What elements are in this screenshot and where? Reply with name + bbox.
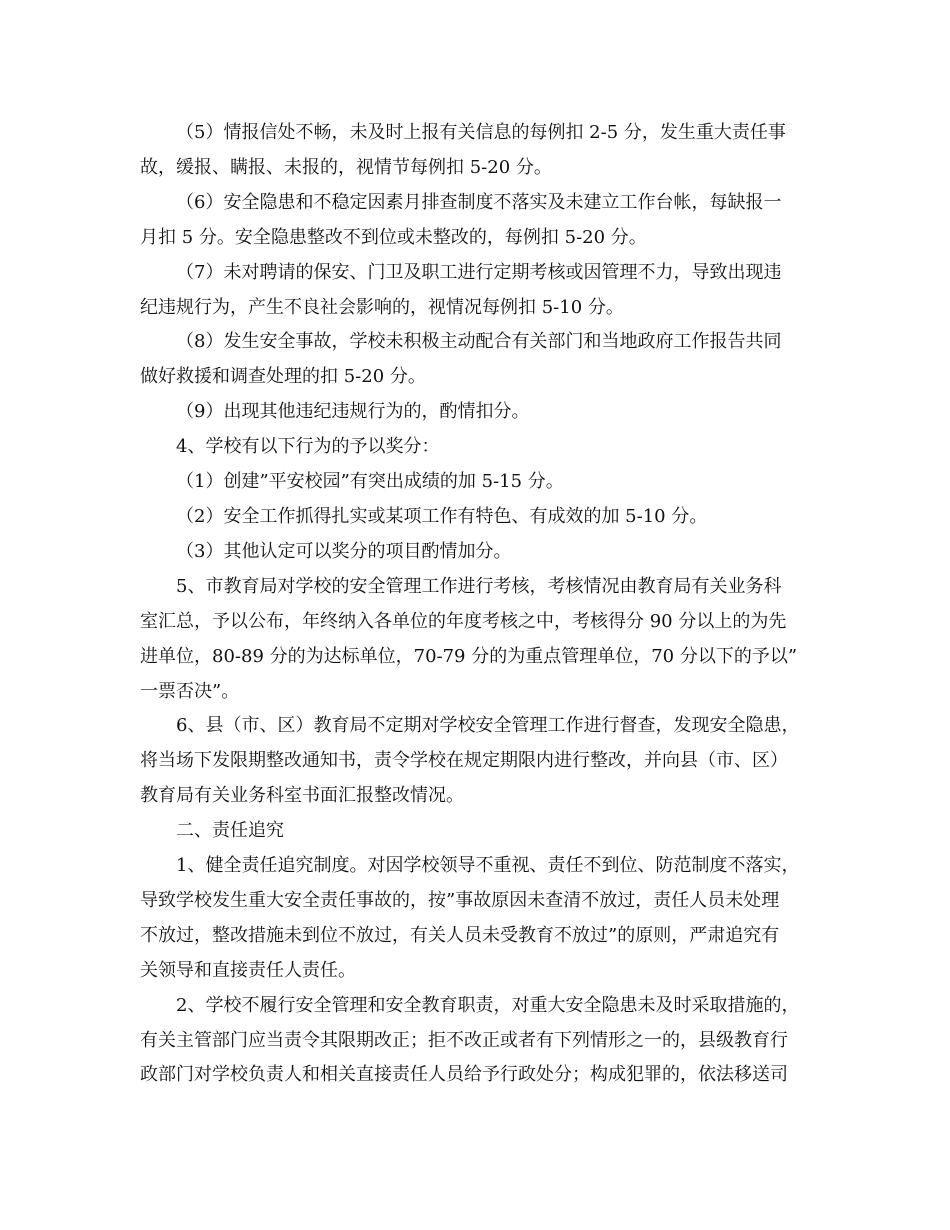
text-line: 导致学校发生重大安全责任事故的，按”事故原因未查清不放过，责任人员未处理 [140,889,780,911]
text-line: 室汇总，予以公布，年终纳入各单位的年度考核之中，考核得分 90 分以上的为先 [140,610,787,632]
text-line: 6、县（市、区）教育局不定期对学校安全管理工作进行督查，发现安全隐患， [176,715,800,737]
text-line: 月扣 5 分。安全隐患整改不到位或未整改的，每例扣 5-20 分。 [140,226,647,248]
text-line: （7）未对聘请的保安、门卫及职工进行定期考核或因管理不力，导致出现违 [176,261,782,283]
text-line: 将当场下发限期整改通知书，责令学校在规定期限内进行整改，并向县（市、区） [140,750,788,772]
section-heading: 二、责任追究 [176,820,284,842]
document-body [140,116,820,1093]
text-line: （5）情报信处不畅，未及时上报有关信息的每例扣 2-5 分，发生重大责任事 [176,122,786,143]
text-line: 做好救援和调查处理的扣 5-20 分。 [140,366,426,388]
text-line: 纪违规行为，产生不良社会影响的，视情况每例扣 5-10 分。 [140,296,624,318]
text-line: 关领导和直接责任人责任。 [140,959,356,981]
text-line: 故，缓报、瞒报、未报的，视情节每例扣 5-20 分。 [140,156,552,178]
text-line: 政部门对学校负责人和相关直接责任人员给予行政处分；构成犯罪的，依法移送司 [140,1064,788,1086]
text-line: 一票否决”。 [140,680,240,702]
text-line: （2）安全工作抓得扎实或某项工作有特色、有成效的加 5-10 分。 [176,505,708,527]
text-line: （6）安全隐患和不稳定因素月排查制度不落实及未建立工作台帐，每缺报一 [176,191,782,213]
text-line: 2、学校不履行安全管理和安全教育职责，对重大安全隐患未及时采取措施的， [176,994,800,1016]
text-line: （3）其他认定可以奖分的项目酌情加分。 [176,540,512,562]
text-line: 不放过，整改措施未到位不放过，有关人员未受教育不放过”的原则，严肃追究有 [140,924,780,946]
text-line: 进单位，80-89 分的为达标单位，70-79 分的为重点管理单位，70 分以下的予以” [140,645,798,667]
text-line: 5、市教育局对学校的安全管理工作进行考核，考核情况由教育局有关业务科 [176,575,782,597]
text-line: 教育局有关业务科室书面汇报整改情况。 [140,785,464,807]
text-line: 1、健全责任追究制度。对因学校领导不重视、责任不到位、防范制度不落实， [176,855,800,877]
text-line: （8）发生安全事故，学校未积极主动配合有关部门和当地政府工作报告共同 [176,331,782,353]
section-heading: 4、学校有以下行为的予以奖分： [176,436,440,458]
text-line: （9）出现其他违纪违规行为的，酌情扣分。 [176,401,530,423]
text-line: 有关主管部门应当责令其限期改正；拒不改正或者有下列情形之一的，县级教育行 [140,1029,788,1051]
text-line: （1）创建”平安校园”有突出成绩的加 5-15 分。 [176,471,564,493]
